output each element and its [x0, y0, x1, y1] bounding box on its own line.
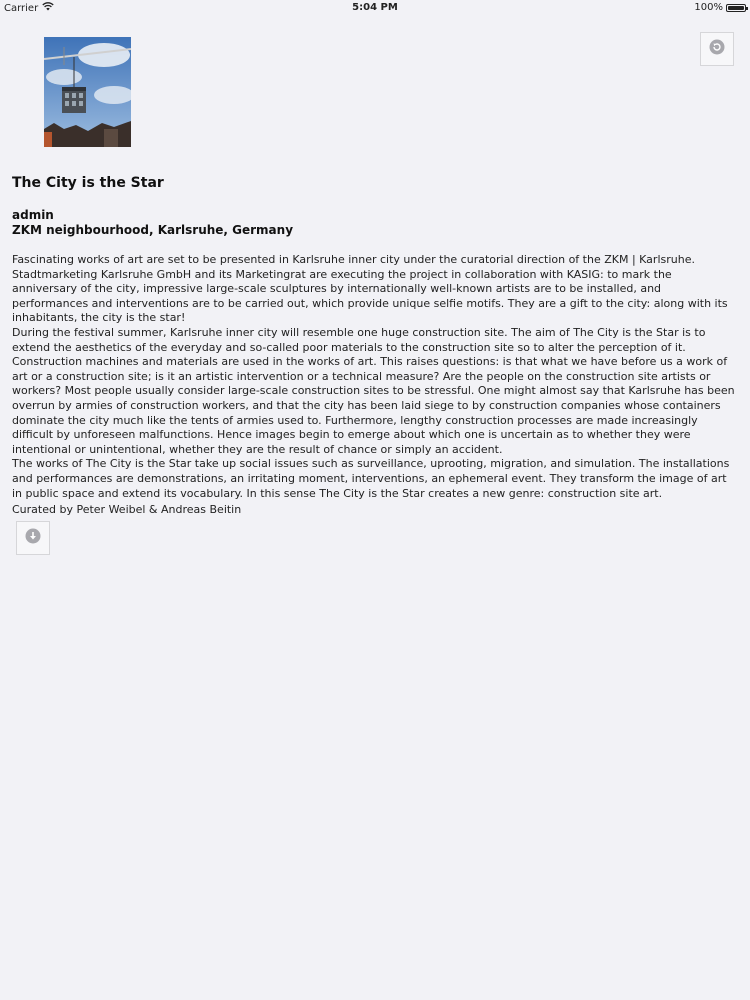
battery-icon: [726, 4, 746, 12]
article-description: [12, 253, 736, 501]
status-bar: [0, 0, 750, 16]
download-icon: [25, 528, 41, 548]
refresh-button[interactable]: [700, 32, 734, 66]
carrier-label: Carrier: [4, 2, 39, 14]
description-paragraph: The works of The City is the Star take up social issues such as surveillance, uprooting, migration, and simulation. The installations and performances are demonstrations, an irritating moment, interventions, an ephemeral event. They transform the image of art in public space and extend its vocabulary. In this sense The City is the Star creates a new genre: construction site art.: [12, 457, 730, 500]
curated-by: Curated by Peter Weibel & Andreas Beitin: [12, 503, 242, 516]
status-time: 5:04 PM: [352, 2, 398, 13]
article-location: ZKM neighbourhood, Karlsruhe, Germany: [12, 223, 294, 237]
download-button[interactable]: [16, 521, 50, 555]
description-paragraph: During the festival summer, Karlsruhe inner city will resemble one huge construction site. The aim of The City is the Star is to extend the aesthetics of the everyday and so-called poor materials to the construction site so to alter the perception of it. Construction machines and materials are used in the works of art. This raises questions: is that what we have before us a work of art or a construction site; is it an artistic intervention or a technical measure? Are the people on the construction site artists or workers? Most people usually consider large-scale construction sites to be stressful. One might almost say that Karlsruhe has been overrun by armies of construction workers, and that the city has been laid siege to by construction companies whose containers dominate the city much like the tents of armies used to. Furthermore, lengthy construction processes are made increasingly difficult by unforeseen malfunctions. Hence images begin to emerge about which one is uncertain as to whether they were intentional or unintentional, whether they are the result of chance or simply an accident.: [12, 325, 735, 456]
description-paragraph: Fascinating works of art are set to be presented in Karlsruhe inner city under the curatorial direction of the ZKM | Karlsruhe. Stadtmarketing Karlsruhe GmbH and its Marketingrat are executing the project in collaboration with KASIG: to mark the anniversary of the city, impressive large-scale sculptures by internationally well-known artists are to be installed, and performances and interventions are to be carried out, which provide unique selfie motifs. They are a gift to the city: along with its inhabitants, the city is the star!: [12, 253, 728, 325]
article-author: admin: [12, 208, 54, 222]
article-title: The City is the Star: [12, 175, 164, 191]
battery-percent: 100%: [694, 2, 723, 13]
artwork-thumbnail[interactable]: [44, 37, 131, 147]
status-right: [694, 2, 746, 13]
refresh-icon: [709, 39, 725, 59]
